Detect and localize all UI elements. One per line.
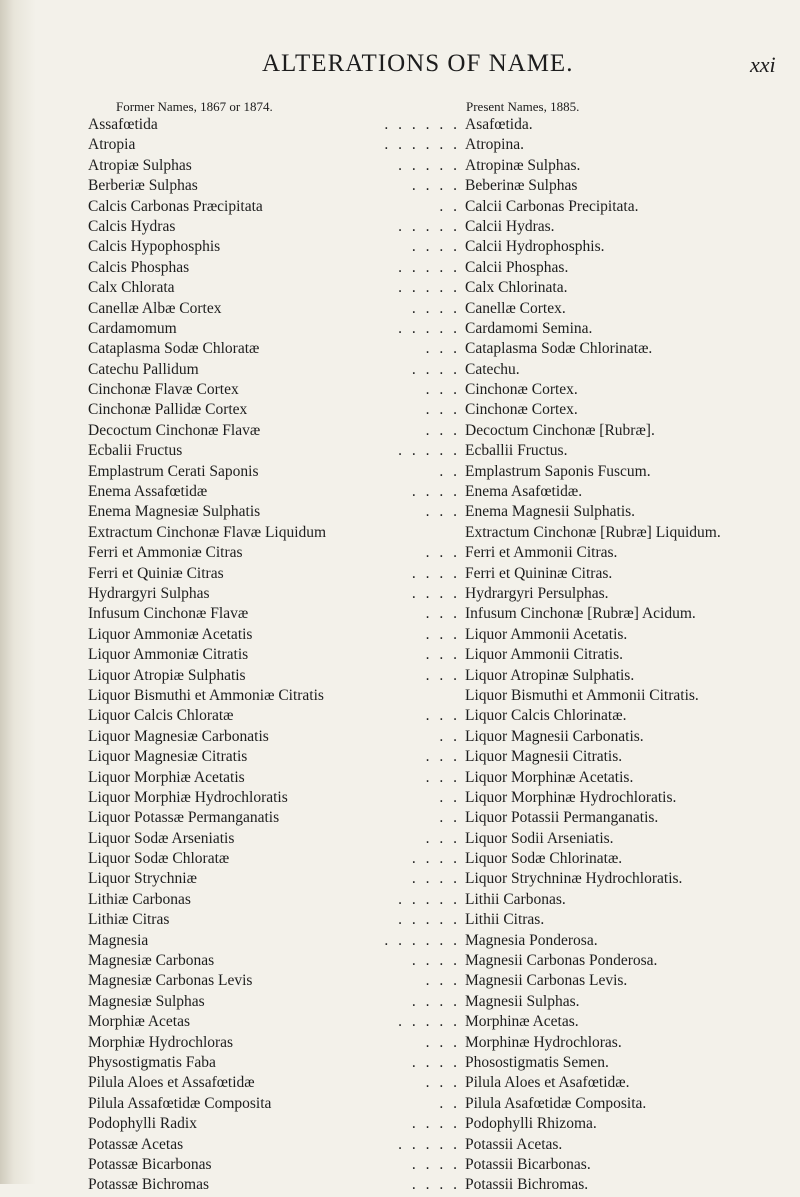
former-name: Liquor Bismuthi et Ammoniæ Citratis (88, 686, 324, 704)
present-name: Lithii Citras. (465, 911, 545, 929)
table-row (0, 177, 800, 197)
present-name: Extractum Cinchonæ [Rubræ] Liquidum. (465, 523, 721, 541)
table-row (0, 361, 800, 381)
table-row (0, 605, 800, 625)
leader-dots: . . . . . . (384, 116, 460, 133)
table-row (0, 259, 800, 279)
present-name: Atropina. (465, 136, 524, 154)
table-row (0, 565, 800, 585)
table-row (0, 1054, 800, 1074)
present-name: Liquor Atropinæ Sulphatis. (465, 666, 635, 684)
former-name: Magnesiæ Sulphas (88, 992, 205, 1010)
leader-dots: . . . . (411, 483, 460, 501)
table-row (0, 626, 800, 646)
leader-dots: . . . (425, 544, 460, 562)
present-name: Magnesii Sulphas. (465, 992, 580, 1010)
table-row (0, 809, 800, 829)
table-row (0, 1013, 800, 1033)
leader-dots: . . . . . (398, 890, 460, 908)
table-row (0, 1156, 800, 1176)
table-row (0, 279, 800, 299)
present-name: Catechu. (465, 360, 520, 378)
table-row (0, 1095, 800, 1115)
former-name: Liquor Calcis Chloratæ (88, 707, 234, 725)
leader-dots: . . . . (411, 952, 460, 970)
present-name: Liquor Morphinæ Acetatis. (465, 768, 634, 786)
former-name: Physostigmatis Faba (88, 1053, 216, 1071)
former-name: Cardamomum (88, 319, 177, 337)
table-row (0, 667, 800, 687)
present-name: Liquor Ammonii Acetatis. (465, 625, 628, 643)
present-name: Magnesia Ponderosa. (465, 931, 598, 949)
table-row (0, 728, 800, 748)
table-row (0, 136, 800, 156)
table-row (0, 198, 800, 218)
former-name: Liquor Ammoniæ Citratis (88, 646, 249, 664)
leader-dots: . . . . . (398, 1013, 460, 1031)
former-name: Atropia (88, 136, 136, 154)
running-title: ALTERATIONS OF NAME. (262, 50, 574, 77)
table-row (0, 707, 800, 727)
table-row (0, 463, 800, 483)
present-name: Liquor Sodæ Chlorinatæ. (465, 850, 623, 868)
leader-dots: . . . (425, 829, 460, 847)
former-name: Berberiæ Sulphas (88, 177, 198, 195)
leader-dots: . . . . . (398, 319, 460, 337)
former-name: Enema Assafœtidæ (88, 483, 208, 501)
present-names-heading: Present Names, 1885. (466, 99, 580, 114)
table-row (0, 524, 800, 544)
former-name: Potassæ Acetas (88, 1135, 184, 1153)
table-row (0, 401, 800, 421)
present-name: Cinchonæ Cortex. (465, 381, 578, 399)
present-name: Infusum Cinchonæ [Rubræ] Acidum. (465, 605, 696, 623)
former-name: Lithiæ Citras (88, 911, 170, 929)
present-name: Calcii Carbonas Precipitata. (465, 197, 639, 215)
present-name: Liquor Morphinæ Hydrochloratis. (465, 788, 677, 806)
former-name: Liquor Atropiæ Sulphatis (88, 666, 246, 684)
table-row (0, 993, 800, 1013)
table-row (0, 1115, 800, 1135)
former-name: Magnesia (88, 931, 149, 949)
present-name: Emplastrum Saponis Fuscum. (465, 462, 651, 480)
table-row (0, 1136, 800, 1156)
present-name: Liquor Ammonii Citratis. (465, 646, 624, 664)
former-names-heading: Former Names, 1867 or 1874. (116, 99, 273, 114)
present-name: Potassii Acetas. (465, 1135, 563, 1153)
present-name: Calcii Phosphas. (465, 258, 569, 276)
table-row (0, 157, 800, 177)
former-name: Liquor Sodæ Arseniatis (88, 829, 235, 847)
leader-dots: . . . (425, 748, 460, 766)
leader-dots: . . . (425, 340, 460, 358)
leader-dots: . . . (425, 381, 460, 399)
former-name: Calcis Hydras (88, 217, 176, 235)
present-name: Morphinæ Hydrochloras. (465, 1033, 622, 1051)
present-name: Asafœtida. (465, 116, 533, 133)
leader-dots: . . . (425, 707, 460, 725)
table-row (0, 340, 800, 360)
present-name: Cinchonæ Cortex. (465, 401, 578, 419)
leader-dots: . . . . (411, 850, 460, 868)
table-row (0, 687, 800, 707)
table-row (0, 1034, 800, 1054)
present-name: Liquor Bismuthi et Ammonii Citratis. (465, 686, 699, 704)
former-name: Pilula Aloes et Assafœtidæ (88, 1074, 255, 1092)
leader-dots: . . . (425, 646, 460, 664)
former-name: Calcis Hypophosphis (88, 238, 221, 256)
leader-dots: . . . (425, 972, 460, 990)
former-name: Enema Magnesiæ Sulphatis (88, 503, 261, 521)
former-name: Cinchonæ Flavæ Cortex (88, 381, 239, 399)
former-name: Calcis Carbonas Præcipitata (88, 197, 263, 215)
leader-dots: . . . . (411, 1115, 460, 1133)
table-row (0, 320, 800, 340)
present-name: Pilula Aloes et Asafœtidæ. (465, 1074, 630, 1092)
table-row (0, 646, 800, 666)
former-name: Lithiæ Carbonas (88, 890, 191, 908)
present-name: Calcii Hydras. (465, 217, 555, 235)
leader-dots: . . . (425, 666, 460, 684)
leader-dots: . . (439, 727, 460, 745)
former-name: Pilula Assafœtidæ Composita (88, 1094, 272, 1112)
former-name: Ferri et Ammoniæ Citras (88, 544, 243, 562)
former-name: Liquor Morphiæ Acetatis (88, 768, 245, 786)
former-name: Magnesiæ Carbonas (88, 952, 215, 970)
leader-dots: . . . . (411, 584, 460, 602)
former-name: Assafœtida (88, 116, 158, 133)
table-row (0, 442, 800, 462)
present-name: Enema Asafœtidæ. (465, 483, 583, 501)
present-name: Liquor Calcis Chlorinatæ. (465, 707, 627, 725)
present-name: Liquor Magnesii Carbonatis. (465, 727, 644, 745)
present-name: Enema Magnesii Sulphatis. (465, 503, 636, 521)
leader-dots: . . . (425, 503, 460, 521)
former-name: Liquor Morphiæ Hydrochloratis (88, 788, 288, 806)
table-row (0, 300, 800, 320)
leader-dots: . . . . (411, 870, 460, 888)
present-name: Atropinæ Sulphas. (465, 156, 581, 174)
leader-dots: . . (439, 809, 460, 827)
table-row (0, 891, 800, 911)
leader-dots: . . . . . . (384, 136, 460, 154)
table-row (0, 850, 800, 870)
leader-dots: . . . (425, 605, 460, 623)
leader-dots: . . . . (411, 177, 460, 195)
name-alterations-table (0, 116, 800, 1197)
present-name: Potassii Bichromas. (465, 1176, 589, 1194)
present-name: Ecballii Fructus. (465, 442, 568, 460)
present-name: Pilula Asafœtidæ Composita. (465, 1094, 647, 1112)
former-name: Extractum Cinchonæ Flavæ Liquidum (88, 523, 327, 541)
present-name: Liquor Potassii Permanganatis. (465, 809, 659, 827)
leader-dots: . . . . . . (384, 931, 460, 949)
table-row (0, 238, 800, 258)
present-name: Hydrargyri Persulphas. (465, 584, 609, 602)
present-name: Podophylli Rhizoma. (465, 1115, 597, 1133)
table-row (0, 116, 800, 136)
table-row (0, 972, 800, 992)
table-row (0, 932, 800, 952)
former-name: Liquor Strychniæ (88, 870, 197, 888)
present-name: Cataplasma Sodæ Chlorinatæ. (465, 340, 653, 358)
former-name: Morphiæ Hydrochloras (88, 1033, 234, 1051)
present-name: Ferri et Ammonii Citras. (465, 544, 618, 562)
present-name: Liquor Magnesii Citratis. (465, 748, 623, 766)
table-row (0, 769, 800, 789)
leader-dots: . . . . . (398, 442, 460, 460)
leader-dots: . . . (425, 421, 460, 439)
table-row (0, 1176, 800, 1196)
leader-dots: . . . (425, 1074, 460, 1092)
leader-dots: . . . (425, 625, 460, 643)
present-name: Lithii Carbonas. (465, 890, 566, 908)
leader-dots: . . . . (411, 1053, 460, 1071)
former-name: Hydrargyri Sulphas (88, 584, 210, 602)
leader-dots: . . . . . (398, 217, 460, 235)
page-number: xxi (750, 52, 776, 77)
present-name: Beberinæ Sulphas (465, 177, 578, 195)
former-name: Magnesiæ Carbonas Levis (88, 972, 253, 990)
former-name: Morphiæ Acetas (88, 1013, 191, 1031)
former-name: Ferri et Quiniæ Citras (88, 564, 224, 582)
leader-dots: . . . . (411, 992, 460, 1010)
leader-dots: . . (439, 1094, 460, 1112)
leader-dots: . . . . . (398, 156, 460, 174)
leader-dots: . . . . (411, 564, 460, 582)
former-name: Potassæ Bichromas (88, 1176, 209, 1194)
table-row (0, 1074, 800, 1094)
leader-dots: . . (439, 197, 460, 215)
former-name: Liquor Potassæ Permanganatis (88, 809, 280, 827)
former-name: Potassæ Bicarbonas (88, 1155, 212, 1173)
present-name: Liquor Sodii Arseniatis. (465, 829, 614, 847)
former-name: Infusum Cinchonæ Flavæ (88, 605, 249, 623)
present-name: Ferri et Quininæ Citras. (465, 564, 613, 582)
present-name: Decoctum Cinchonæ [Rubræ]. (465, 421, 655, 439)
page-header (0, 50, 800, 80)
leader-dots: . . . . (411, 360, 460, 378)
table-row (0, 422, 800, 442)
table-row (0, 870, 800, 890)
former-name: Catechu Pallidum (88, 360, 199, 378)
present-name: Calx Chlorinata. (465, 279, 568, 297)
table-row (0, 544, 800, 564)
former-name: Liquor Ammoniæ Acetatis (88, 625, 253, 643)
table-row (0, 830, 800, 850)
present-name: Canellæ Cortex. (465, 299, 566, 317)
former-name: Atropiæ Sulphas (88, 156, 192, 174)
leader-dots: . . . . . (398, 258, 460, 276)
table-row (0, 381, 800, 401)
leader-dots: . . . (425, 401, 460, 419)
leader-dots: . . . . . (398, 279, 460, 297)
leader-dots: . . (439, 788, 460, 806)
leader-dots: . . . . (411, 1176, 460, 1194)
present-name: Magnesii Carbonas Ponderosa. (465, 952, 658, 970)
leader-dots: . . . (425, 1033, 460, 1051)
present-name: Liquor Strychninæ Hydrochloratis. (465, 870, 683, 888)
leader-dots: . . . . . (398, 1135, 460, 1153)
present-name: Calcii Hydrophosphis. (465, 238, 605, 256)
leader-dots: . . . (425, 768, 460, 786)
former-name: Podophylli Radix (88, 1115, 197, 1133)
table-row (0, 483, 800, 503)
table-row (0, 952, 800, 972)
former-name: Cataplasma Sodæ Chloratæ (88, 340, 260, 358)
former-name: Calx Chlorata (88, 279, 175, 297)
table-row (0, 748, 800, 768)
table-row (0, 585, 800, 605)
former-name: Decoctum Cinchonæ Flavæ (88, 421, 261, 439)
leader-dots: . . . . . (398, 911, 460, 929)
former-name: Cinchonæ Pallidæ Cortex (88, 401, 248, 419)
leader-dots: . . . . (411, 299, 460, 317)
former-name: Calcis Phosphas (88, 258, 190, 276)
table-row (0, 218, 800, 238)
present-name: Phosostigmatis Semen. (465, 1053, 609, 1071)
leader-dots: . . . . (411, 1155, 460, 1173)
former-name: Liquor Sodæ Chloratæ (88, 850, 230, 868)
former-name: Emplastrum Cerati Saponis (88, 462, 259, 480)
present-name: Cardamomi Semina. (465, 319, 593, 337)
table-row (0, 911, 800, 931)
present-name: Magnesii Carbonas Levis. (465, 972, 628, 990)
table-row (0, 789, 800, 809)
present-name: Morphinæ Acetas. (465, 1013, 579, 1031)
former-name: Liquor Magnesiæ Carbonatis (88, 727, 269, 745)
present-name: Potassii Bicarbonas. (465, 1155, 591, 1173)
leader-dots: . . (439, 462, 460, 480)
former-name: Liquor Magnesiæ Citratis (88, 748, 248, 766)
table-row (0, 503, 800, 523)
former-name: Ecbalii Fructus (88, 442, 183, 460)
leader-dots: . . . . (411, 238, 460, 256)
former-name: Canellæ Albæ Cortex (88, 299, 222, 317)
